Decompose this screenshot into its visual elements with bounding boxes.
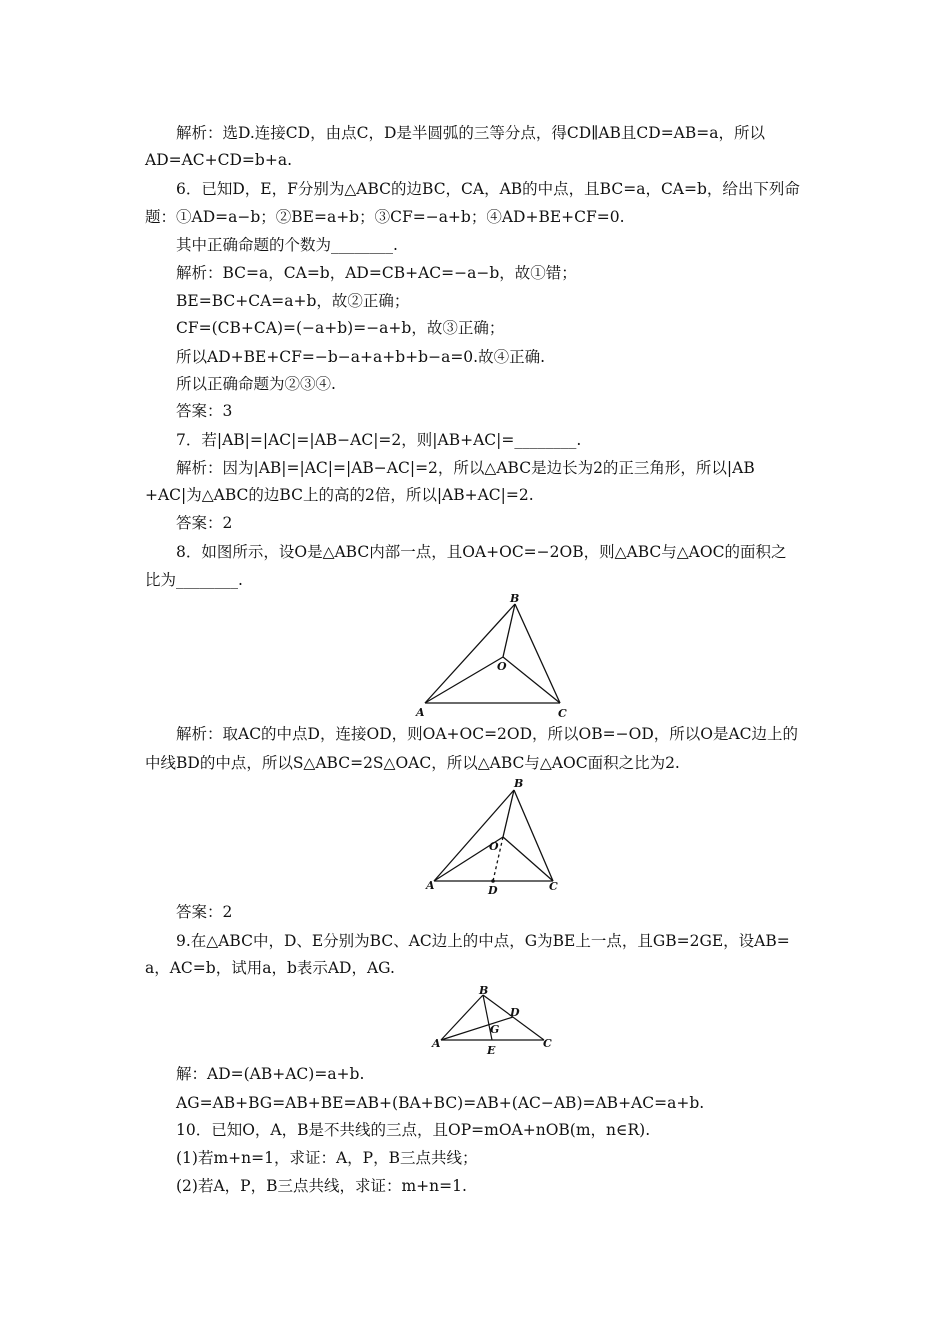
text-line: AD=AC+CD=b+a. <box>145 151 293 169</box>
text-line: 题：①AD=a−b；②BE=a+b；③CF=−a+b；④AD+BE+CF=0. <box>145 208 625 226</box>
text-line: 9.在△ABC中，D、E分别为BC、AC边上的中点，G为BE上一点，且GB=2GE，设AB= <box>176 932 790 950</box>
text-line: 解析：BC=a，CA=b，AD=CB+AC=−a−b，故①错； <box>176 264 577 282</box>
text-line: 7．若|AB|=|AC|=|AB−AC|=2，则|AB+AC|=________. <box>176 431 582 449</box>
text-line: 解析：选D.连接CD，由点C，D是半圆弧的三等分点，得CD∥AB且CD=AB=a，所以 <box>176 124 765 142</box>
text-line: 所以AD+BE+CF=−b−a+a+b+b−a=0.故④正确. <box>176 348 546 366</box>
text-line: a，AC=b，试用a，b表示AD，AG. <box>145 959 395 977</box>
figure-label: A <box>432 1037 441 1050</box>
figure-label: D <box>510 1006 520 1019</box>
text-line: 解：AD=(AB+AC)=a+b. <box>176 1065 365 1083</box>
figure-triangle-abc-o <box>410 590 580 722</box>
figure-label: O <box>497 660 507 673</box>
figure-label: B <box>514 777 524 790</box>
figure-label: B <box>479 984 489 997</box>
figure-label: G <box>490 1023 500 1036</box>
text-line: 答案：2 <box>176 903 233 921</box>
text-line: 6．已知D，E，F分别为△ABC的边BC，CA，AB的中点，且BC=a，CA=b，给出下列命 <box>176 180 800 198</box>
text-line: BE=BC+CA=a+b，故②正确； <box>176 292 410 310</box>
figure-label: O <box>489 840 499 853</box>
text-line: (2)若A，P，B三点共线，求证：m+n=1. <box>176 1177 467 1195</box>
text-line: 答案：3 <box>176 402 233 420</box>
text-line: 10．已知O，A，B是不共线的三点，且OP=mOA+nOB(m，n∈R). <box>176 1121 651 1139</box>
figure-triangle-abc-g <box>428 983 558 1061</box>
figure-label: A <box>426 879 435 892</box>
text-line: (1)若m+n=1，求证：A，P，B三点共线； <box>176 1149 478 1167</box>
figure-label: C <box>543 1037 552 1050</box>
text-line: 比为________. <box>145 571 243 589</box>
figure-label: A <box>416 706 425 719</box>
text-line: AG=AB+BG=AB+BE=AB+(BA+BC)=AB+(AC−AB)=AB+AC=a+b. <box>176 1094 705 1112</box>
text-line: 所以正确命题为②③④. <box>176 375 336 393</box>
text-line: 解析：因为|AB|=|AC|=|AB−AC|=2，所以△ABC是边长为2的正三角形，所以|AB <box>176 459 755 477</box>
text-line: CF=(CB+CA)=(−a+b)=−a+b，故③正确； <box>176 319 505 337</box>
figure-label: E <box>487 1044 496 1057</box>
figure-label: C <box>549 880 558 893</box>
text-line: 其中正确命题的个数为________. <box>176 236 398 254</box>
text-line: 解析：取AC的中点D，连接OD，则OA+OC=2OD，所以OB=−OD，所以O是AC边上的 <box>176 725 799 743</box>
figure-label: D <box>488 884 498 897</box>
figure-label: B <box>510 592 520 605</box>
text-line: +AC|为△ABC的边BC上的高的2倍，所以|AB+AC|=2. <box>145 486 534 504</box>
text-line: 答案：2 <box>176 514 233 532</box>
text-line: 8．如图所示，设O是△ABC内部一点，且OA+OC=−2OB，则△ABC与△AOC的面积之 <box>176 543 787 561</box>
figure-triangle-abc-o-median <box>420 775 570 900</box>
figure-label: C <box>558 707 567 720</box>
text-line: 中线BD的中点，所以S△ABC=2S△OAC，所以△ABC与△AOC面积之比为2. <box>145 754 680 772</box>
